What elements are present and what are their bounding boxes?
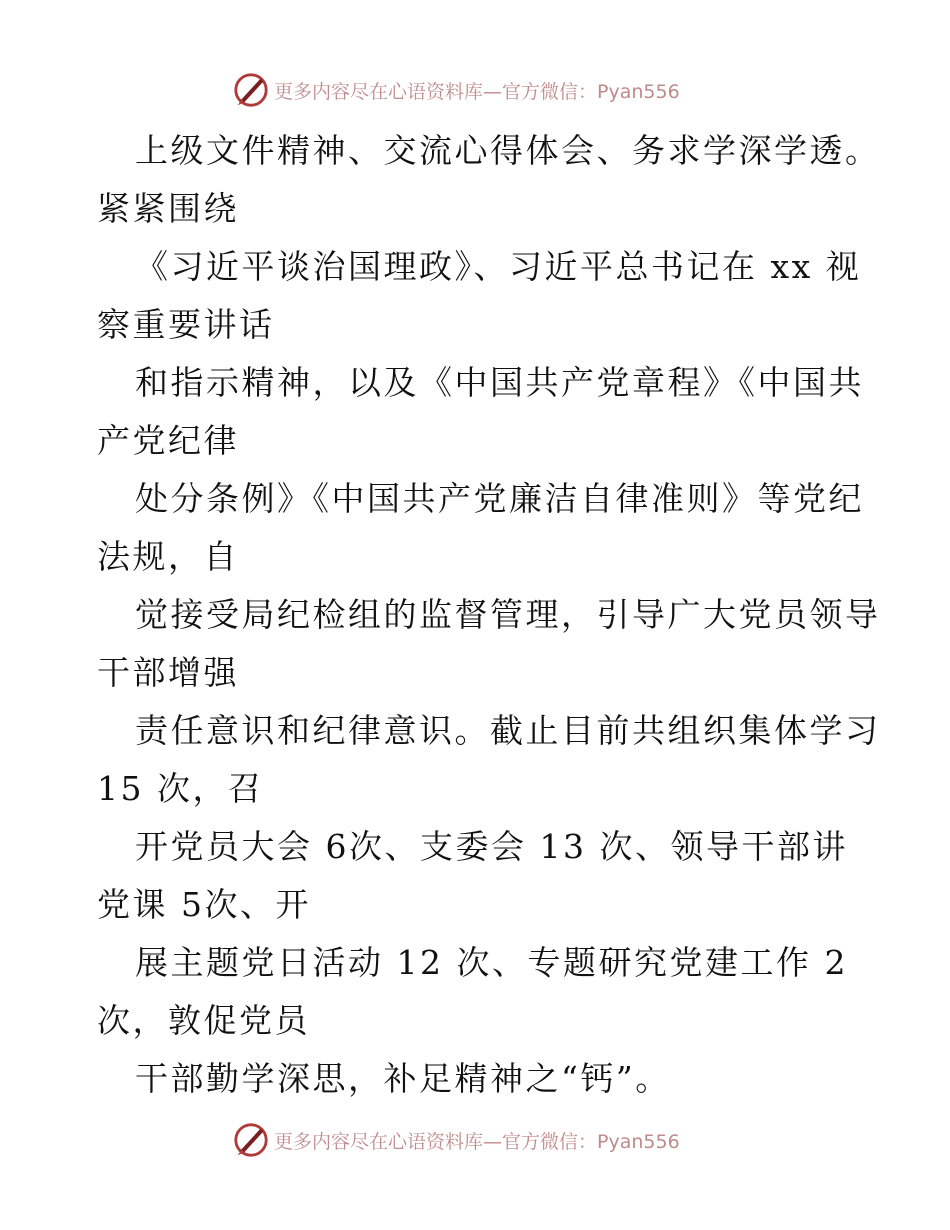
paragraph-line: 干部勤学深思，补足精神之“钙”。 (135, 1059, 671, 1098)
paragraph-line: 次，敦促党员 (97, 1001, 310, 1040)
paragraph-line: 产党纪律 (97, 421, 239, 460)
watermark-text: 更多内容尽在心语资料库—官方微信：Pyan556 (274, 80, 680, 103)
paragraph-line: 觉接受局纪检组的监督管理，引导广大党员领导 (135, 595, 881, 634)
paragraph-line: 党课 5次、开 (97, 885, 311, 924)
paragraph-line: 上级文件精神、交流心得体会、务求学深学透。 (135, 131, 881, 170)
paragraph-line: 处分条例》《中国共产党廉洁自律准则》等党纪 (135, 479, 864, 518)
paragraph (97, 238, 862, 354)
paragraph (97, 122, 881, 238)
paragraph (97, 702, 881, 818)
quill-pen-logo-icon (232, 1121, 270, 1159)
paragraph-line: 干部增强 (97, 653, 239, 692)
paragraph-line: 开党员大会 6次、支委会 13 次、领导干部讲 (135, 827, 848, 866)
footer-watermark (232, 1120, 680, 1160)
paragraph (97, 354, 864, 470)
paragraph-line: 紧紧围绕 (97, 189, 239, 228)
watermark-text: 更多内容尽在心语资料库—官方微信：Pyan556 (274, 1130, 680, 1153)
header-watermark (232, 70, 680, 110)
paragraph (97, 1050, 857, 1108)
paragraph (97, 818, 857, 934)
paragraph-line: 法规，自 (97, 537, 239, 576)
paragraph-line: 察重要讲话 (97, 305, 275, 344)
paragraph-line: 和指示精神，以及《中国共产党章程》《中国共 (135, 363, 864, 402)
paragraph-line: 《习近平谈治国理政》、习近平总书记在 xx 视 (135, 247, 862, 286)
paragraph-line: 责任意识和纪律意识。截止目前共组织集体学习 (135, 711, 881, 750)
paragraph (97, 586, 881, 702)
document-body (97, 122, 881, 1108)
paragraph (97, 934, 857, 1050)
paragraph-line: 15 次，召 (97, 769, 264, 808)
quill-pen-logo-icon (232, 71, 270, 109)
paragraph (97, 470, 864, 586)
paragraph-line: 展主题党日活动 12 次、专题研究党建工作 2 (135, 943, 848, 982)
